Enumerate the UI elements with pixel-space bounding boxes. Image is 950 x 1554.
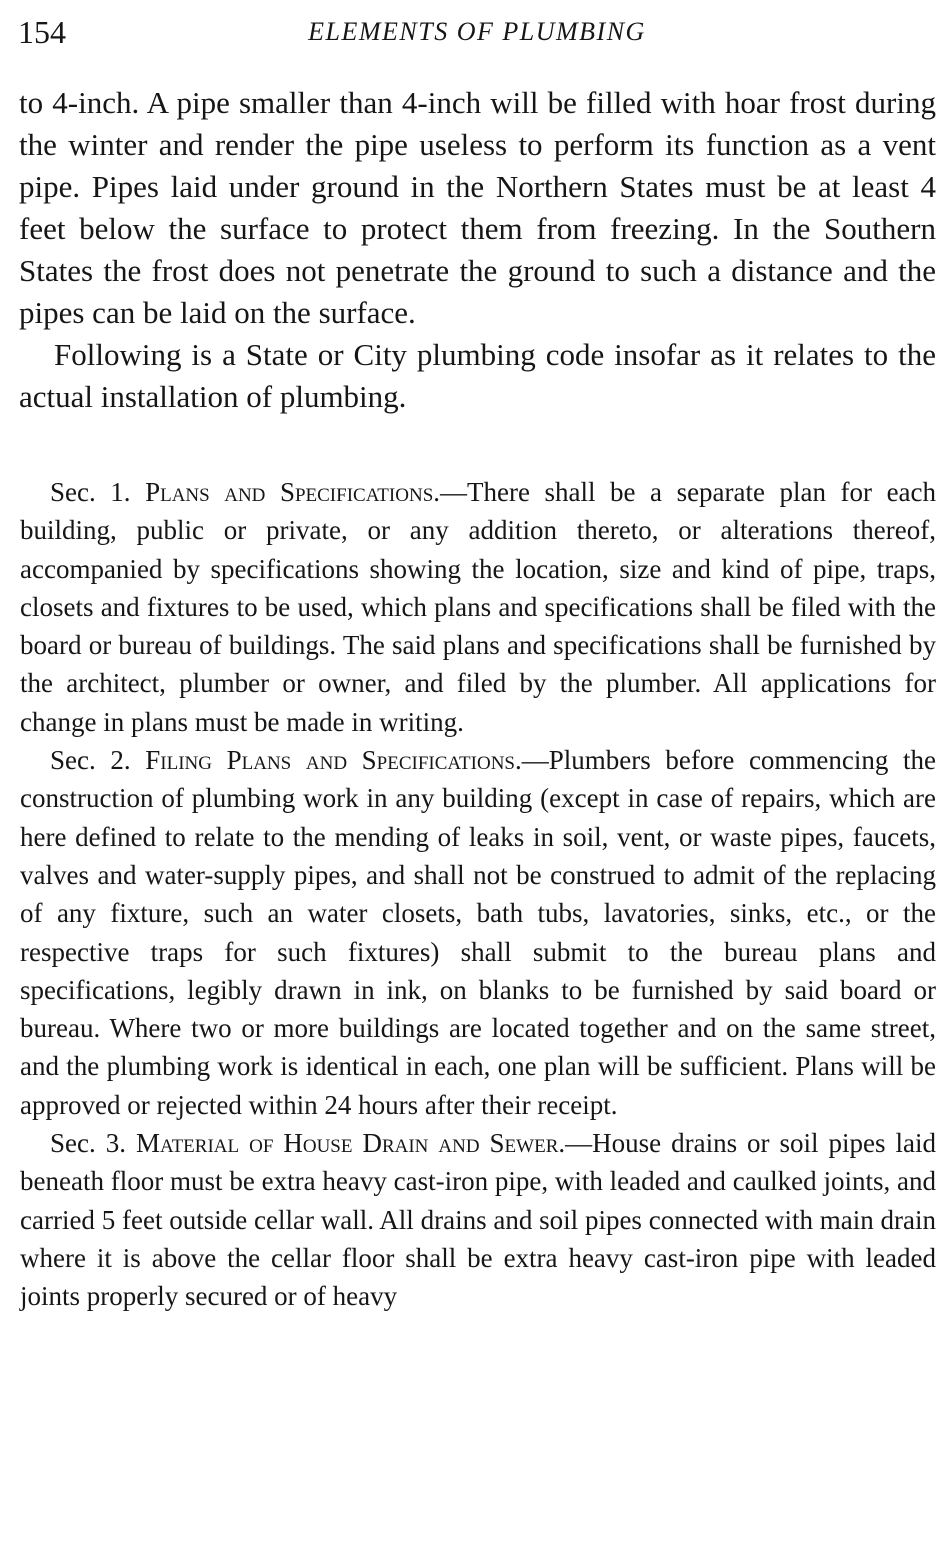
body-text (19, 82, 936, 418)
body-paragraph-1: to 4-inch. A pipe smaller than 4-inch will be filled with hoar frost during the winter and render the pipe useless to perform its function as a vent pipe. Pipes laid under ground in the Northern States must be at least 4 feet below the surface to protect them from freezing. In the Southern States the frost does not penetrate the ground to such a distance and the pipes can be laid on the surface. (19, 85, 936, 330)
section-heading: Filing Plans and Specifications. (145, 745, 522, 776)
section-number: Sec. 1. (50, 477, 131, 507)
code-section-3 (20, 1124, 936, 1315)
section-heading: Plans and Specifications. (145, 477, 441, 507)
section-text: —Plumbers before commencing the construction of plumbing work in any building (except in case of repairs, which are here defined to relate to the mending of leaks in soil, vent, or waste pipes, faucets, valves and water-supply pipes, and shall not be construed to admit of the replacing of any fixture, such an water closets, bath tubs, lavatories, sinks, etc., or the respective traps for such fixtures) shall submit to the bureau plans and specifications, legibly drawn in ink, on blanks to be furnished by said board or bureau. Where two or more buildings are located together and on the same street, and the plumbing work is identical in each, one plan will be sufficient. Plans will be approved or rejected within 24 hours after their receipt. (20, 745, 937, 1120)
section-number: Sec. 3. (50, 1128, 126, 1159)
body-paragraph-2: Following is a State or City plumbing code insofar as it relates to the actual installation of plumbing. (19, 337, 936, 414)
code-section-1 (20, 473, 936, 741)
section-heading: Material of House Drain and Sewer. (135, 1128, 566, 1159)
running-head (18, 12, 936, 52)
section-text: —House drains or soil pipes laid beneath floor must be extra heavy cast-iron pipe, with leaded and caulked joints, and carried 5 feet outside cellar wall. All drains and soil pipes connected with main drain where it is above the cellar floor shall be extra heavy cast-iron pipe with leaded joints properly secured or of heavy (20, 1128, 936, 1312)
section-text: —There shall be a separate plan for each building, public or private, or any addition thereto, or alterations thereof, accompanied by specifications showing the location, size and kind of pipe, traps, closets and fixtures to be used, which plans and specifications shall be filed with the board or bureau of buildings. The said plans and specifications shall be furnished by the architect, plumber or owner, and filed by the plumber. All applications for change in plans must be made in writing. (20, 477, 937, 737)
page-number: 154 (18, 14, 66, 50)
running-title: ELEMENTS OF PLUMBING (308, 17, 646, 46)
plumbing-code-sections (20, 473, 936, 1316)
code-section-2 (20, 741, 936, 1124)
section-number: Sec. 2. (50, 745, 131, 776)
